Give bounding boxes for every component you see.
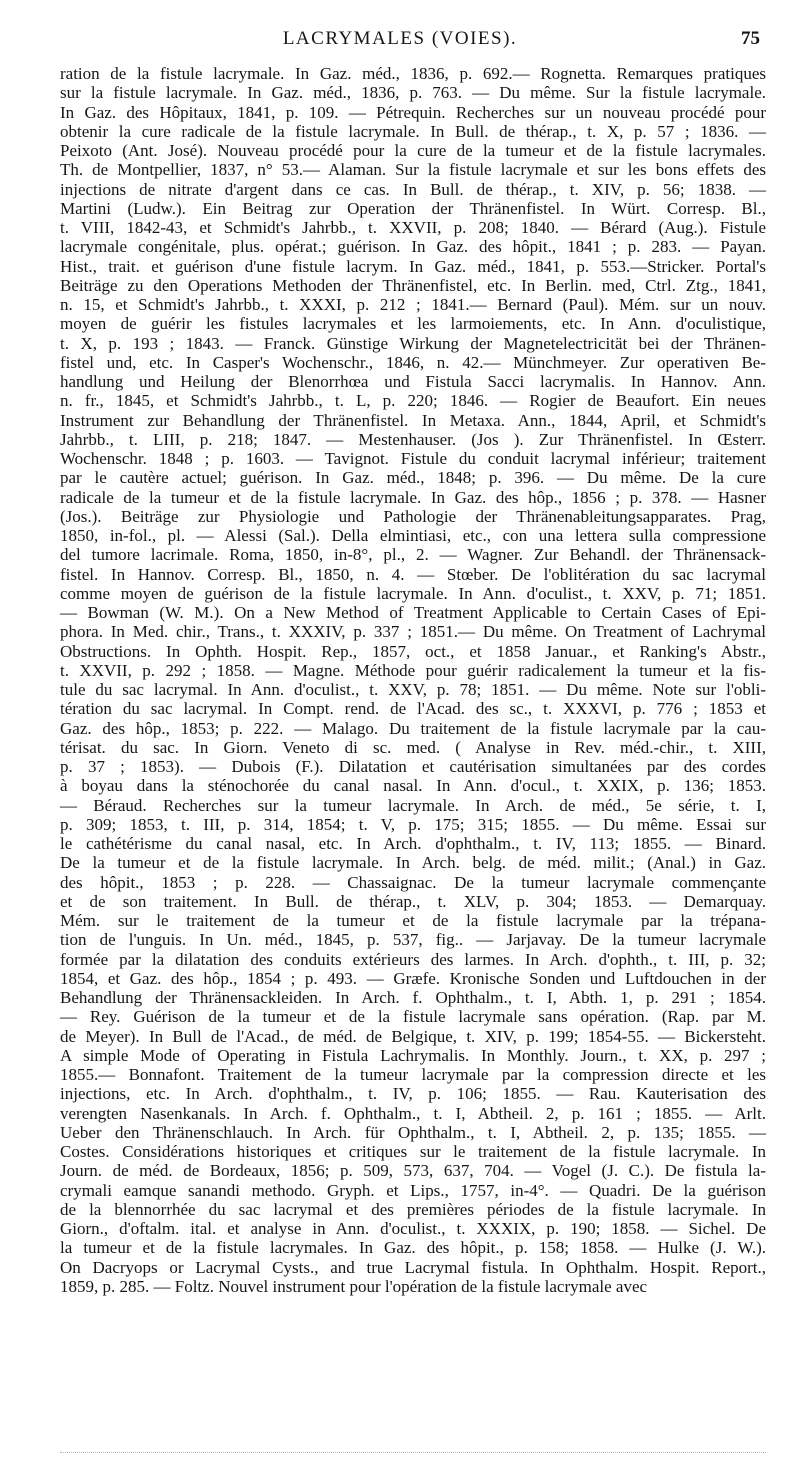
text-line: tule du sac lacrymal. In Ann. d'oculist., t. XXV, p. 78; 1851. — Du même. Note sur l'obli-	[60, 680, 766, 699]
text-line: t. XXVII, p. 292 ; 1858. — Magne. Méthode pour guérir radicalement la tumeur et la fis-	[60, 660, 766, 680]
text-line: injections, etc. In Arch. d'ophthalm., t. IV, p. 106; 1855. — Rau. Kauterisation des	[60, 1084, 766, 1104]
text-line: Wochenschr. 1848 ; p. 1603. — Tavignot. Fistule du conduit lacrymal inférieur; traitement	[60, 449, 766, 468]
text-line: verengten Nasenkanals. In Arch. f. Ophthalm., t. I, Abtheil. 2, p. 161 ; 1855. — Arlt.	[60, 1103, 766, 1123]
text-line: — Rey. Guérison de la tumeur et de la fistule lacrymale sans opération. (Rap. par M.	[60, 1007, 766, 1027]
text-line: t. VIII, 1842-43, et Schmidt's Jahrbb., t. XXVII, p. 208; 1840. — Bérard (Aug.). Fistule	[60, 218, 766, 237]
text-line: Hist., trait. et guérison d'une fistule lacrym. In Gaz. méd., 1841, p. 553.—Stricker. Portal's	[60, 256, 766, 276]
bibliography-text	[60, 64, 766, 1296]
text-line: p. 37 ; 1853). — Dubois (F.). Dilatation et cautérisation simultanées par des cordes	[60, 757, 766, 776]
text-line: Peixoto (Ant. José). Nouveau procédé pour la cure de la tumeur et de la fistule lacrymales.	[60, 141, 766, 160]
text-line: injections de nitrate d'argent dans ce cas. In Bull. de thérap., t. XIV, p. 56; 1838. —	[60, 179, 766, 199]
text-line: de Meyer). In Bull de l'Acad., de méd. de Belgique, t. XIV, p. 199; 1854-55. — Bickersteht.	[60, 1026, 766, 1046]
text-line: fistel. In Hannov. Corresp. Bl., 1850, n. 4. — Stœber. De l'oblitération du sac lacrymal	[60, 564, 766, 584]
text-line: et de son traitement. In Bull. de thérap., t. XLV, p. 304; 1853. — Demarquay.	[60, 891, 766, 911]
text-line: Th. de Montpellier, 1837, n° 53.— Alaman. Sur la fistule lacrymale et sur les bons effets des	[60, 160, 766, 180]
text-line: Gaz. des hôp., 1853; p. 222. — Malago. Du traitement de la fistule lacrymale par la cau-	[60, 718, 766, 738]
text-line: n. 15, et Schmidt's Jahrbb., t. XXXI, p. 212 ; 1841.— Bernard (Paul). Mém. sur un nouv.	[60, 295, 766, 314]
text-line: t. X, p. 193 ; 1843. — Franck. Günstige Wirkung der Magnetelectricität bei der Thränen-	[60, 333, 766, 353]
text-line: del tumore lacrimale. Roma, 1850, in-8°, pl., 2. — Wagner. Zur Behandl. der Thränensack-	[60, 545, 766, 565]
text-line: des hôpit., 1853 ; p. 228. — Chassaignac. De la tumeur lacrymale commençante	[60, 872, 766, 892]
text-line: moyen de guérir les fistules lacrymales et les larmoiements, etc. In Ann. d'oculistique,	[60, 314, 766, 334]
text-line: Obstructions. In Ophth. Hospit. Rep., 1857, oct., et 1858 Januar., et Ranking's Abstr.,	[60, 641, 766, 661]
text-line: à boyau dans la sténochorée du canal nasal. In Ann. d'ocul., t. XXIX, p. 136; 1853.	[60, 776, 766, 796]
text-line: On Dacryops or Lacrymal Cysts., and true Lacrymal fistula. In Ophthalm. Hospit. Report.,	[60, 1257, 766, 1277]
text-line: n. fr., 1845, et Schmidt's Jahrbb., t. L, p. 220; 1846. — Rogier de Beaufort. Ein neues	[60, 391, 766, 411]
text-line: Ueber den Thränenschlauch. In Arch. für Ophthalm., t. I, Abtheil. 2, p. 135; 1855. —	[60, 1122, 766, 1142]
text-line: Journ. de méd. de Bordeaux, 1856; p. 509, 573, 637, 704. — Vogel (J. C.). De fistula la-	[60, 1161, 766, 1181]
text-line: — Béraud. Recherches sur la tumeur lacrymale. In Arch. de méd., 5e série, t. I,	[60, 795, 766, 815]
text-line: radicale de la tumeur et de la fistule lacrymale. In Gaz. des hôp., 1856 ; p. 378. — Hasner	[60, 487, 766, 507]
text-line: 1854, et Gaz. des hôp., 1854 ; p. 493. — Græfe. Kronische Sonden und Luftdouchen in der	[60, 968, 766, 988]
text-line: Instrument zur Behandlung der Thränenfistel. In Metaxa. Ann., 1844, April, et Schmidt's	[60, 410, 766, 430]
text-line: Behandlung der Thränensackleiden. In Arch. f. Ophthalm., t. I, Abth. 1, p. 291 ; 1854.	[60, 988, 766, 1007]
text-line: A simple Mode of Operating in Fistula Lachrymalis. In Monthly. Journ., t. XX, p. 297 ;	[60, 1045, 766, 1065]
bottom-divider	[60, 1452, 766, 1453]
text-line: crymali eamque sanandi methodo. Gryph. et Lips., 1757, in-4°. — Quadri. De la guérison	[60, 1180, 766, 1200]
text-line: handlung und Heilung der Blenorrhœa und Fistula Sacci lacrymalis. In Hannov. Ann.	[60, 372, 766, 391]
text-line: p. 309; 1853, t. III, p. 314, 1854; t. V, p. 175; 315; 1855. — Du même. Essai sur	[60, 814, 766, 834]
text-line: Giorn., d'oftalm. ital. et analyse in Ann. d'oculist., t. XXXIX, p. 190; 1858. — Sichel. De	[60, 1219, 766, 1238]
page-number: 75	[741, 28, 760, 49]
text-line: Mém. sur le traitement de la tumeur et de la fistule lacrymale par la trépana-	[60, 911, 766, 930]
text-line: par le cautère actuel; guérison. In Gaz. méd., 1848; p. 396. — Du même. De la cure	[60, 468, 766, 488]
text-line: 1855.— Bonnafont. Traitement de la tumeur lacrymale par la compression directe et les	[60, 1065, 766, 1084]
text-line: obtenir la cure radicale de la fistule lacrymale. In Bull. de thérap., t. X, p. 57 ; 1836. —	[60, 121, 766, 141]
text-line: le cathétérisme du canal nasal, etc. In Arch. d'ophthalm., t. IV, 113; 1855. — Binard.	[60, 834, 766, 853]
text-line: 1850, in-fol., pl. — Alessi (Sal.). Della elmintiasi, etc., con una lettera sulla compressione	[60, 526, 766, 545]
text-line: de la blennorrhée du sac lacrymal et des premières périodes de la fistule lacrymale. In	[60, 1199, 766, 1219]
text-line: tion de l'unguis. In Un. méd., 1845, p. 537, fig.. — Jarjavay. De la tumeur lacrymale	[60, 930, 766, 950]
text-line: Costes. Considérations historiques et critiques sur le traitement de la fistule lacrymale. In	[60, 1142, 766, 1161]
text-line: Beiträge zu den Operations Methoden der Thränenfistel, etc. In Berlin. med, Ctrl. Ztg., 1841,	[60, 275, 766, 295]
text-line: ration de la fistule lacrymale. In Gaz. méd., 1836, p. 692.— Rognetta. Remarques pratiques	[60, 64, 766, 83]
text-line: la tumeur et de la fistule lacrymales. In Gaz. des hôpit., p. 158; 1858. — Hulke (J. W.).	[60, 1238, 766, 1258]
running-title: LACRYMALES (VOIES).	[282, 28, 518, 49]
text-line: térisat. du sac. In Giorn. Veneto di sc. med. ( Analyse in Rev. méd.-chir., t. XIII,	[60, 737, 766, 757]
text-line: sur la fistule lacrymale. In Gaz. méd., 1836, p. 763. — Du même. Sur la fistule lacrymale.	[60, 83, 766, 103]
text-line: tération du sac lacrymal. In Compt. rend. de l'Acad. des sc., t. XXXVI, p. 776 ; 1853 et	[60, 699, 766, 719]
text-line: lacrymale congénitale, plus. opérat.; guérison. In Gaz. des hôpit., 1841 ; p. 283. — Payan.	[60, 237, 766, 257]
text-line: In Gaz. des Hôpitaux, 1841, p. 109. — Pétrequin. Recherches sur un nouveau procédé pour	[60, 102, 766, 122]
text-line: (Jos.). Beiträge zur Physiologie und Pathologie der Thränenableitungsapparates. Prag,	[60, 506, 766, 526]
text-line: De la tumeur et de la fistule lacrymale. In Arch. belg. de méd. milit.; (Anal.) in Gaz.	[60, 853, 766, 873]
text-line: formée par la dilatation des conduits extérieurs des larmes. In Arch. d'ophth., t. III, p. 32;	[60, 949, 766, 969]
text-line: Martini (Ludw.). Ein Beitrag zur Operation der Thränenfistel. In Würt. Corresp. Bl.,	[60, 198, 766, 218]
text-line: — Bowman (W. M.). On a New Method of Treatment Applicable to Certain Cases of Epi-	[60, 603, 766, 622]
text-line: phora. In Med. chir., Trans., t. XXXIV, p. 337 ; 1851.— Du même. On Treatment of Lachrymal	[60, 622, 766, 642]
text-line: 1859, p. 285. — Foltz. Nouvel instrument pour l'opération de la fistule lacrymale avec	[60, 1276, 648, 1296]
text-line: fistel und, etc. In Casper's Wochenschr., 1846, n. 42.— Münchmeyer. Zur operativen Be-	[60, 352, 766, 372]
text-line: Jahrbb., t. LIII, p. 218; 1847. — Mestenhauser. (Jos ). Zur Thränenfistel. In Œsterr.	[60, 429, 766, 449]
text-line: comme moyen de guérison de la fistule lacrymale. In Ann. d'oculist., t. XXV, p. 71; 1851.	[60, 583, 766, 603]
